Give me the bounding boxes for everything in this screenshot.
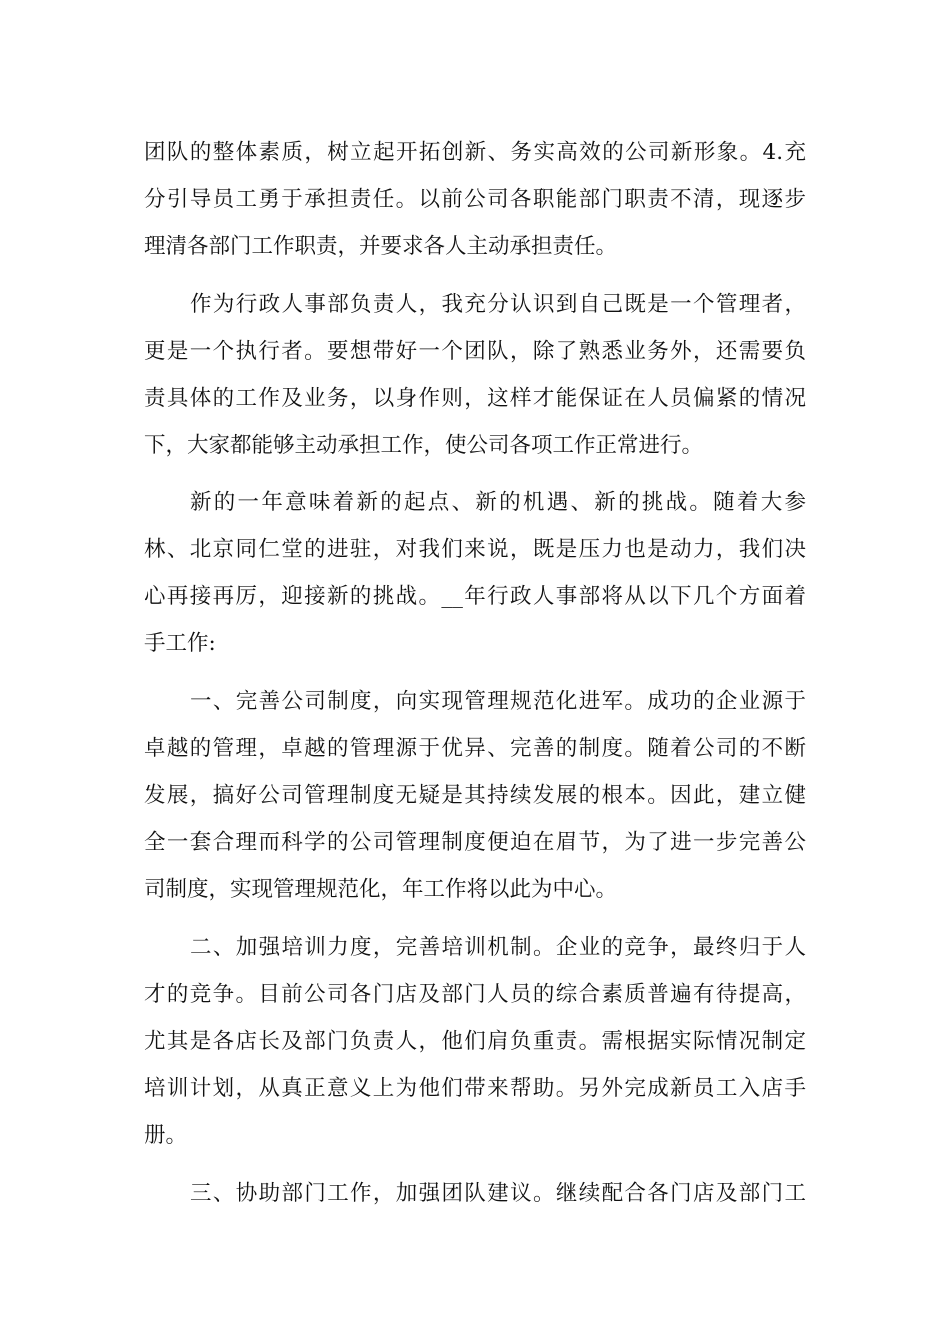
paragraph-2-line-4: 下，大家都能够主动承担工作，使公司各项工作正常进行。 (144, 433, 704, 458)
paragraph-4-line-1: 一、完善公司制度，向实现管理规范化进军。成功的企业源于 (190, 689, 806, 714)
paragraph-4-line-2: 卓越的管理，卓越的管理源于优异、完善的制度。随着公司的不断 (144, 736, 806, 761)
paragraph-5-line-4: 培训计划，从真正意义上为他们带来帮助。另外完成新员工入店手 (144, 1076, 806, 1101)
paragraph-3-line-2: 林、北京同仁堂的进驻，对我们来说，既是压力也是动力，我们决 (144, 537, 806, 562)
paragraph-3-line-3: 心再接再厉，迎接新的挑战。__年行政人事部将从以下几个方面着 (144, 584, 806, 609)
paragraph-2-line-1: 作为行政人事部负责人，我充分认识到自己既是一个管理者， (190, 292, 806, 317)
paragraph-5-line-1: 二、加强培训力度，完善培训机制。企业的竞争，最终归于人 (190, 935, 806, 960)
paragraph-4-line-4: 全一套合理而科学的公司管理制度便迫在眉节，为了进一步完善公 (144, 830, 806, 855)
paragraph-5-line-3: 尤其是各店长及部门负责人，他们肩负重责。需根据实际情况制定 (144, 1029, 806, 1054)
paragraph-4-line-3: 发展，搞好公司管理制度无疑是其持续发展的根本。因此，建立健 (144, 783, 806, 808)
paragraph-3-line-1: 新的一年意味着新的起点、新的机遇、新的挑战。随着大参 (190, 490, 806, 515)
paragraph-6-line-1: 三、协助部门工作，加强团队建议。继续配合各门店及部门工 (190, 1181, 806, 1206)
paragraph-1-line-3: 理清各部门工作职责，并要求各人主动承担责任。 (144, 234, 618, 259)
paragraph-5-line-5: 册。 (144, 1123, 188, 1148)
paragraph-4-line-5: 司制度，实现管理规范化，年工作将以此为中心。 (144, 877, 618, 902)
paragraph-3-line-4: 手工作: (144, 631, 216, 656)
paragraph-2-line-2: 更是一个执行者。要想带好一个团队，除了熟悉业务外，还需要负 (144, 339, 806, 364)
paragraph-2-line-3: 责具体的工作及业务，以身作则，这样才能保证在人员偏紧的情况 (144, 386, 806, 411)
paragraph-5-line-2: 才的竞争。目前公司各门店及部门人员的综合素质普遍有待提高， (144, 982, 806, 1007)
paragraph-1-line-2: 分引导员工勇于承担责任。以前公司各职能部门职责不清，现逐步 (144, 187, 806, 212)
paragraph-1-line-1: 团队的整体素质，树立起开拓创新、务实高效的公司新形象。4.充 (144, 140, 806, 165)
